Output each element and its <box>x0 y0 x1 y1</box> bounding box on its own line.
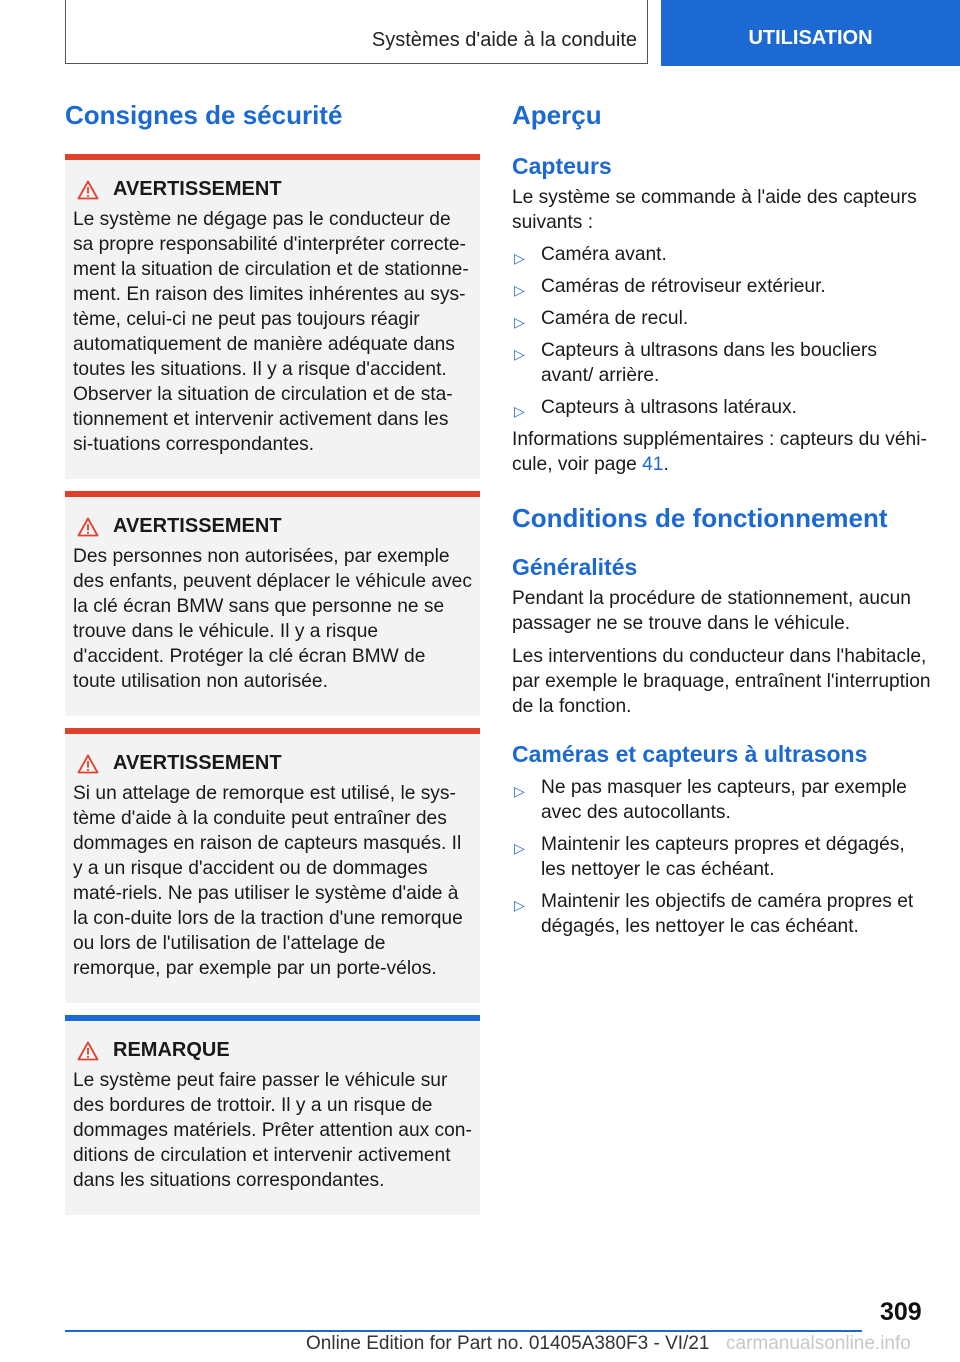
list-item: ▷ Maintenir les objectifs de caméra propres et dégagés, les nettoyer le cas échéant. <box>514 891 914 938</box>
cameras-list <box>512 775 932 939</box>
chapter-tab[interactable] <box>661 0 960 66</box>
warning-title-1: AVERTISSEMENT <box>73 178 472 201</box>
warning-box-3 <box>65 728 480 1003</box>
warning-title-3: AVERTISSEMENT <box>73 752 472 775</box>
capteurs-list <box>512 242 932 420</box>
warning-text-3: Si un attelage de remorque est utilisé, le sys-tème d'aide à la conduite peut entraîner des dommages en raison de capteurs masqués. Il y a un risque d'accident ou de dommages maté-riels. Ne pas utiliser le système d'aide à la con-duite lors de la traction d'une remorque ou lors de l'utilisation de l'attelage de remorque, par exemple par un porte-vélos. <box>73 783 463 980</box>
list-item: ▷ Ne pas masquer les capteurs, par exemple avec des autocollants. <box>514 777 907 824</box>
warning-title-2: AVERTISSEMENT <box>73 515 472 538</box>
list-item: ▷ Maintenir les capteurs propres et dégagés, les nettoyer le cas échéant. <box>514 834 905 881</box>
generalites-heading: Généralités <box>512 553 638 580</box>
list-item: ▷ Caméra de recul. <box>512 306 932 331</box>
right-column <box>512 100 932 939</box>
triangle-right-icon: ▷ <box>514 249 525 266</box>
info-paragraph: Informations supplémentaires : capteurs du véhi-cule, voir page 41. <box>512 428 927 475</box>
safety-heading: Consignes de sécurité <box>65 100 343 130</box>
warning-text-2: Des personnes non autorisées, par exemple des enfants, peuvent déplacer le véhicule avec la clé écran BMW sans que personne ne se trouve dans le véhicule. Il y a risque d'accident. Protéger la clé écran BMW de toute utilisation non autorisée. <box>73 546 472 693</box>
apercu-heading: Aperçu <box>512 100 602 130</box>
triangle-right-icon: ▷ <box>514 345 525 362</box>
capteurs-intro: Le système se commande à l'aide des capteurs suivants : <box>512 186 917 233</box>
list-item: ▷ Caméras de rétroviseur extérieur. <box>512 274 932 299</box>
section-title: Systèmes d'aide à la conduite <box>371 29 637 51</box>
watermark: carmanualsonline.info <box>726 1333 911 1354</box>
generalites-paragraph-1: Pendant la procédure de stationnement, aucun passager ne se trouve dans le véhicule. <box>512 587 911 634</box>
warning-triangle-icon <box>77 180 99 200</box>
cameras-heading: Caméras et capteurs à ultrasons <box>512 740 868 767</box>
triangle-right-icon: ▷ <box>514 840 525 857</box>
warning-triangle-icon <box>77 517 99 537</box>
page-link[interactable]: 41 <box>642 453 664 475</box>
note-box <box>65 1015 480 1215</box>
conditions-heading: Conditions de fonctionnement <box>512 502 888 533</box>
edition-text: Online Edition for Part no. 01405A380F3 - VI/21 <box>306 1333 710 1354</box>
warning-text-1: Le système ne dégage pas le conducteur de sa propre responsabilité d'interpréter correcte-ment la situation de circulation et de stationne-ment. En raison des limites inhérentes au sys-tème, celui-ci ne peut pas toujours réagir automatiquement de manière adéquate dans toutes les situations. Il y a risque d'accident. Observer la situation de circulation et de sta-tionnement et intervenir activement dans les si-tuations correspondantes. <box>73 209 469 456</box>
triangle-right-icon: ▷ <box>514 897 525 914</box>
list-item: ▷ Capteurs à ultrasons latéraux. <box>512 395 932 420</box>
triangle-right-icon: ▷ <box>514 281 525 298</box>
triangle-right-icon: ▷ <box>514 313 525 330</box>
generalites-paragraph-2: Les interventions du conducteur dans l'habitacle, par exemple le braquage, entraînent l'interruption de la fonction. <box>512 645 931 717</box>
list-item: ▷ Caméra avant. <box>512 242 932 267</box>
page-number: 309 <box>880 1298 922 1326</box>
header-frame <box>65 0 648 64</box>
note-title: REMARQUE <box>73 1039 472 1062</box>
footer-divider <box>65 1330 862 1332</box>
list-item: ▷ Capteurs à ultrasons dans les boucliers avant/ arrière. <box>514 339 877 386</box>
warning-box-2 <box>65 491 480 716</box>
left-column <box>65 100 480 1215</box>
warning-box-1 <box>65 154 480 479</box>
warning-triangle-icon <box>77 754 99 774</box>
warning-triangle-icon <box>77 1041 99 1061</box>
capteurs-heading: Capteurs <box>512 153 612 180</box>
triangle-right-icon: ▷ <box>514 783 525 800</box>
note-text: Le système peut faire passer le véhicule sur des bordures de trottoir. Il y a un risque de dommages matériels. Prêter attention aux con-ditions de circulation et intervenir activement dans les situations correspondantes. <box>73 1070 472 1192</box>
chapter-tab-label: UTILISATION <box>748 26 873 49</box>
triangle-right-icon: ▷ <box>514 402 525 419</box>
